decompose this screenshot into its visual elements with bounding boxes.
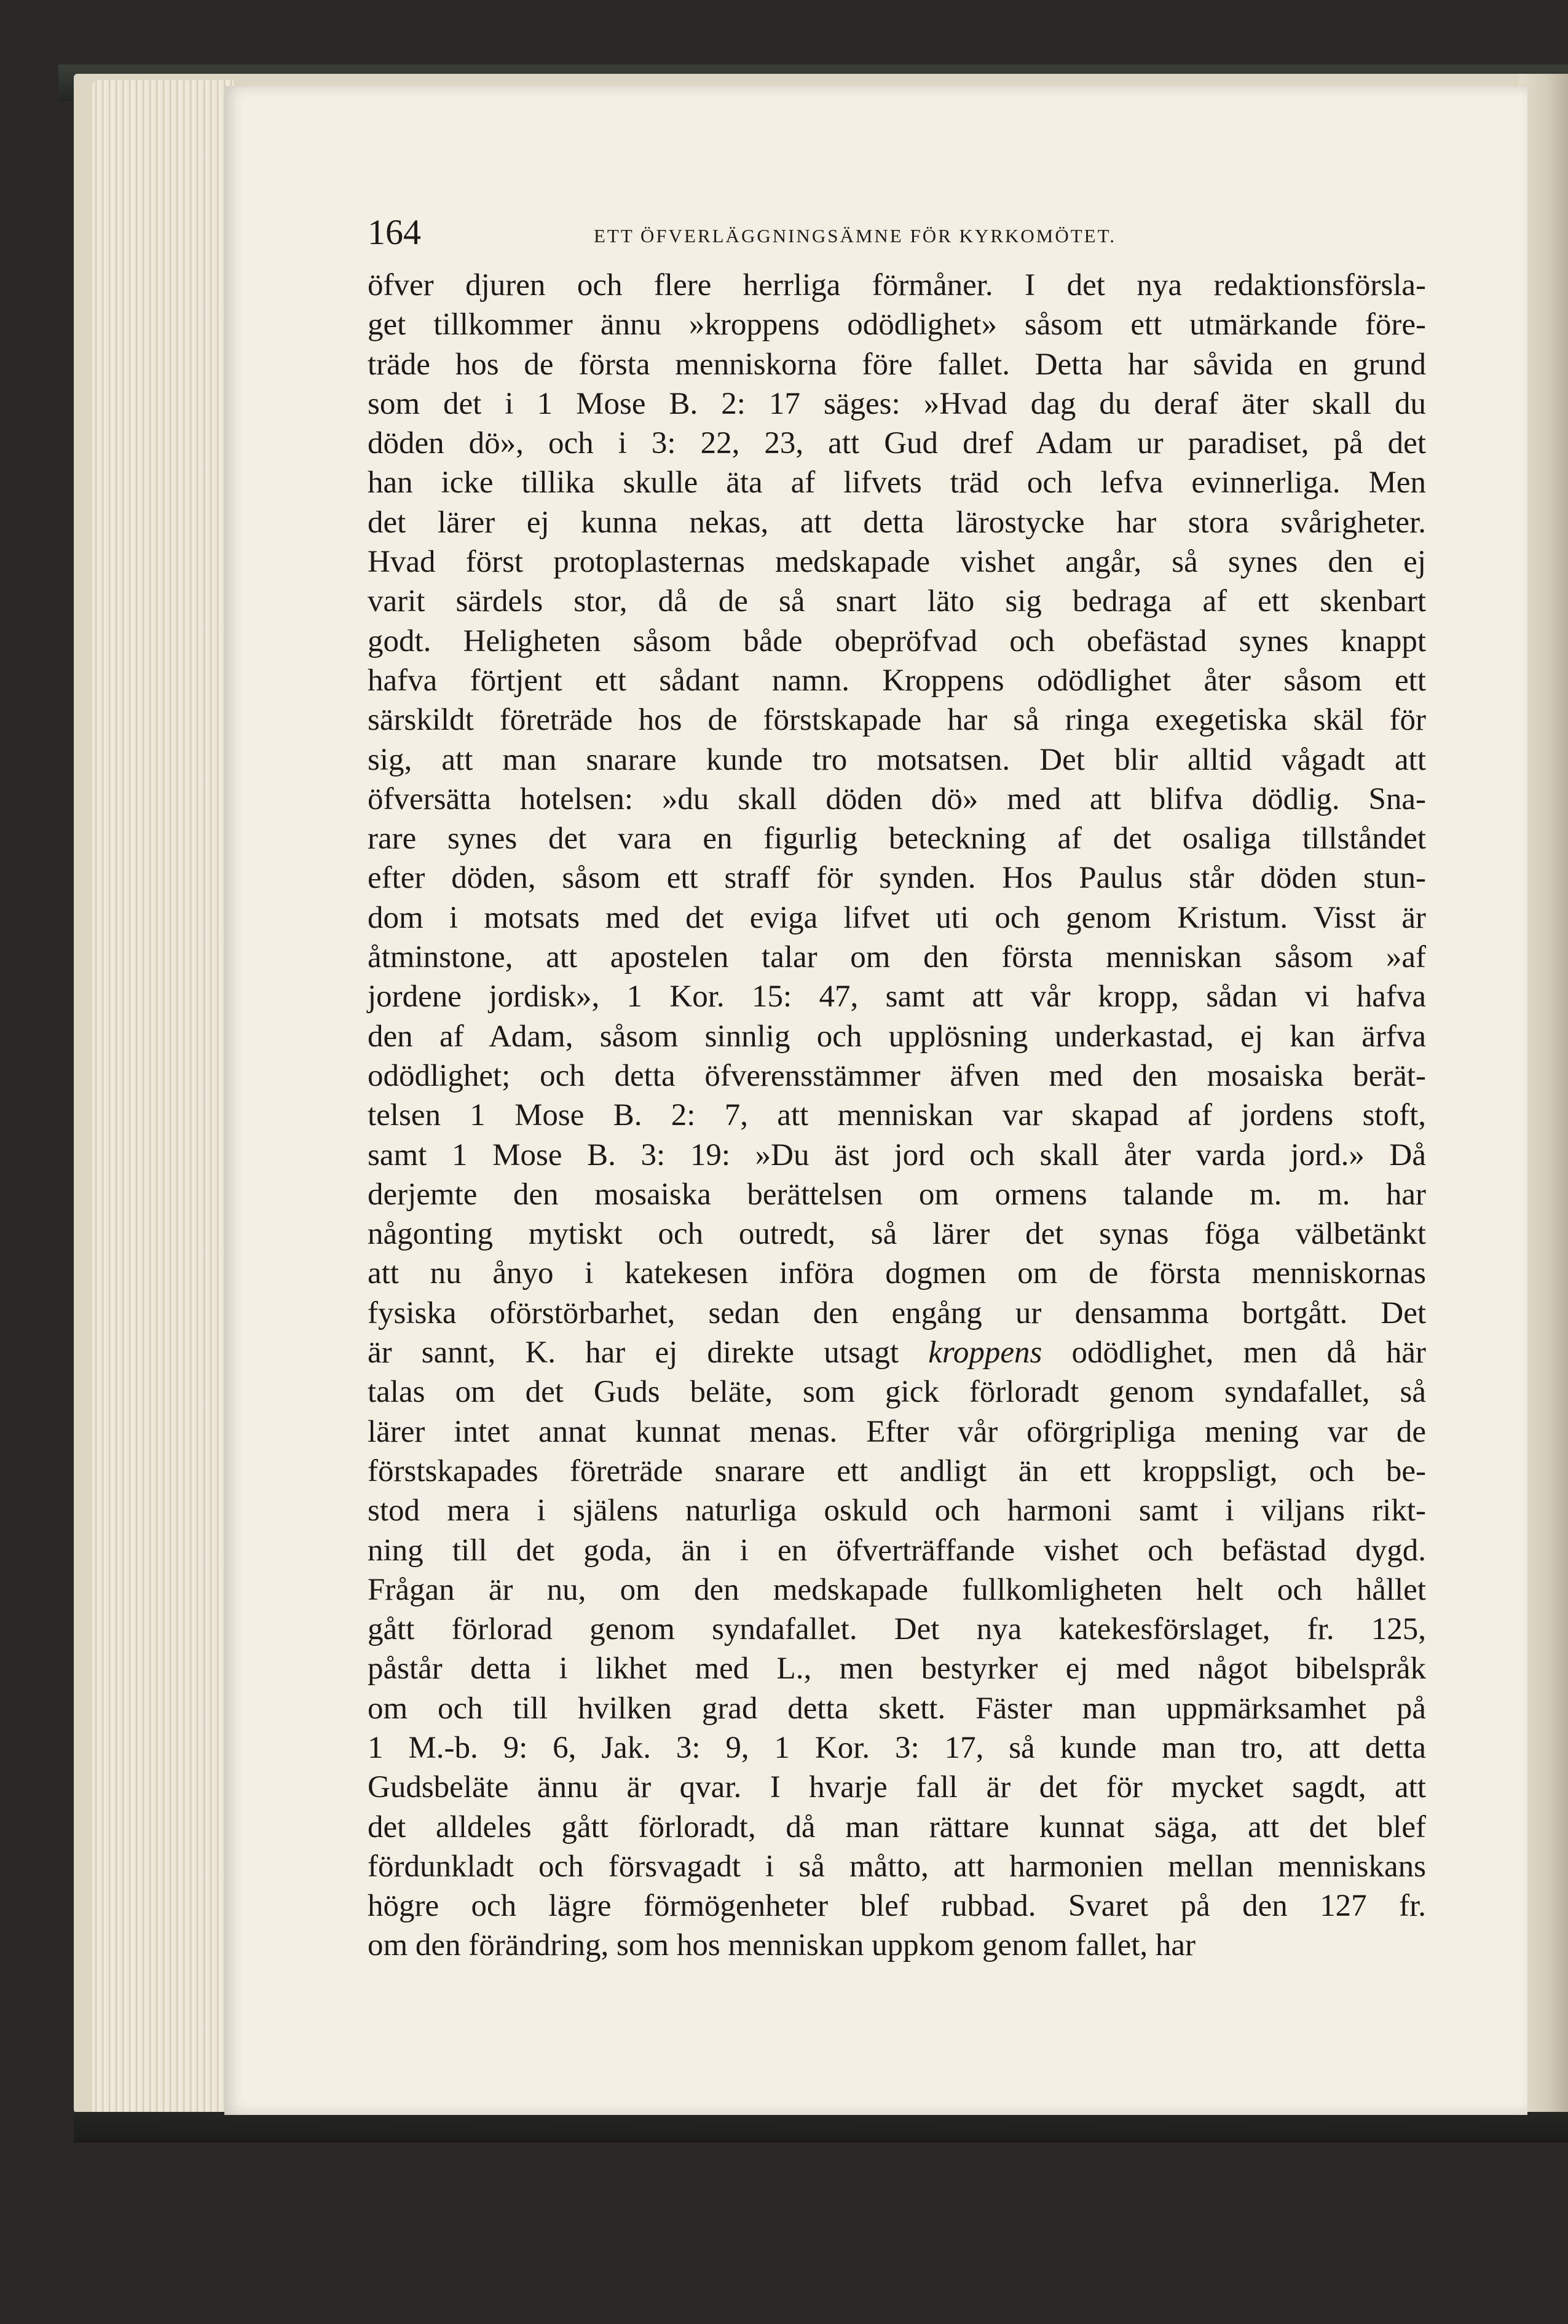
text-line: den af Adam, såsom sinnlig och upplösning underkastad, ej kan ärfva bbox=[368, 1019, 1426, 1054]
text-line: sig, att man snarare kunde tro motsatsen. Det blir alltid vågadt att bbox=[368, 742, 1426, 777]
text-line-end: odödlighet, men då här bbox=[1071, 1335, 1427, 1370]
text-line: varit särdels stor, då de så snart läto sig bedraga af ett skenbart bbox=[368, 584, 1426, 619]
italic-word: kroppens bbox=[928, 1335, 1042, 1370]
text-line: lärer intet annat kunnat menas. Efter vår oförgripliga mening var de bbox=[368, 1414, 1426, 1449]
text-line: döden dö», och i 3: 22, 23, att Gud dref Adam ur paradiset, på det bbox=[368, 426, 1426, 461]
text-line: öfver djuren och flere herrliga förmåner. I det nya redaktionsförsla- bbox=[368, 268, 1426, 302]
text-line: högre och lägre förmögenheter blef rubbad. Svaret på den 127 fr. bbox=[368, 1889, 1426, 1924]
text-line-start: är sannt, K. har ej direkte utsagt bbox=[368, 1335, 899, 1370]
text-line: Frågan är nu, om den medskapade fullkomligheten helt och hållet bbox=[368, 1572, 1426, 1607]
text-line: telsen 1 Mose B. 2: 7, att menniskan var skapad af jordens stoft, bbox=[368, 1098, 1426, 1133]
text-line: det alldeles gått förloradt, då man rättare kunnat säga, att det blef bbox=[368, 1809, 1426, 1844]
body-text bbox=[368, 266, 1426, 1966]
text-line: förstskapades företräde snarare ett andligt än ett kroppsligt, och be- bbox=[368, 1453, 1426, 1488]
text-line: han icke tillika skulle äta af lifvets träd och lefva evinnerliga. Men bbox=[368, 465, 1426, 500]
book-cover-bottom bbox=[74, 2112, 1568, 2143]
text-line: efter döden, såsom ett straff för synden. Hos Paulus står döden stun- bbox=[368, 861, 1426, 896]
text-line: särskildt företräde hos de förstskapade har så ringa exegetiska skäl för bbox=[368, 703, 1426, 738]
text-line: påstår detta i likhet med L., men bestyrker ej med något bibelspråk bbox=[368, 1651, 1426, 1686]
text-line: samt 1 Mose B. 3: 19: »Du äst jord och skall åter varda jord.» Då bbox=[368, 1137, 1426, 1172]
text-line: öfversätta hotelsen: »du skall döden dö» med att blifva dödlig. Sna- bbox=[368, 781, 1426, 816]
text-line: gått förlorad genom syndafallet. Det nya katekesförslaget, fr. 125, bbox=[368, 1612, 1426, 1647]
text-line: Hvad först protoplasternas medskapade vishet angår, så synes den ej bbox=[368, 545, 1426, 580]
text-line: fysiska oförstörbarhet, sedan den engång ur densamma bortgått. Det bbox=[368, 1295, 1426, 1330]
text-line: träde hos de första menniskorna före fallet. Detta har såvida en grund bbox=[368, 347, 1426, 382]
text-line: fördunkladt och försvagadt i så måtto, att harmonien mellan menniskans bbox=[368, 1849, 1426, 1884]
text-line: 1 M.-b. 9: 6, Jak. 3: 9, 1 Kor. 3: 17, så kunde man tro, att detta bbox=[368, 1730, 1426, 1765]
text-line: hafva förtjent ett sådant namn. Kroppens odödlighet åter såsom ett bbox=[368, 663, 1426, 698]
page-edges bbox=[92, 80, 234, 2115]
text-line: godt. Heligheten såsom både obepröfvad och obefästad synes knappt bbox=[368, 623, 1426, 658]
text-line: åtminstone, att apostelen talar om den första menniskan såsom »af bbox=[368, 940, 1426, 975]
running-title: ETT ÖFVERLÄGGNINGSÄMNE FÖR KYRKOMÖTET. bbox=[594, 225, 1116, 247]
text-line: get tillkommer ännu »kroppens odödlighet» såsom ett utmärkande före- bbox=[368, 307, 1426, 342]
text-line: dom i motsats med det eviga lifvet uti och genom Kristum. Visst är bbox=[368, 900, 1426, 935]
text-line: någonting mytiskt och outredt, så lärer det synas föga välbetänkt bbox=[368, 1217, 1426, 1252]
text-line bbox=[368, 1333, 1426, 1372]
page-header bbox=[368, 208, 1425, 257]
page-number: 164 bbox=[368, 212, 421, 252]
text-line: som det i 1 Mose B. 2: 17 säges: »Hvad dag du deraf äter skall du bbox=[368, 386, 1426, 421]
text-line: om den förändring, som hos menniskan uppkom genom fallet, har bbox=[368, 1928, 1196, 1963]
text-line: Gudsbeläte ännu är qvar. I hvarje fall är det för mycket sagdt, att bbox=[368, 1770, 1426, 1805]
text-line: talas om det Guds beläte, som gick förloradt genom syndafallet, så bbox=[368, 1375, 1426, 1410]
text-line: att nu ånyo i katekesen införa dogmen om de första menniskornas bbox=[368, 1256, 1426, 1291]
text-line: stod mera i själens naturliga oskuld och harmoni samt i viljans rikt- bbox=[368, 1493, 1426, 1528]
text-line: derjemte den mosaiska berättelsen om ormens talande m. m. har bbox=[368, 1177, 1426, 1212]
text-line: rare synes det vara en figurlig beteckning af det osaliga tillståndet bbox=[368, 821, 1426, 856]
text-line: jordene jordisk», 1 Kor. 15: 47, samt att vår kropp, sådan vi hafva bbox=[368, 979, 1426, 1014]
text-line: ning till det goda, än i en öfverträffande vishet och befästad dygd. bbox=[368, 1533, 1426, 1568]
text-line: odödlighet; och detta öfverensstämmer äfven med den mosaiska berät- bbox=[368, 1058, 1426, 1093]
text-line: det lärer ej kunna nekas, att detta lärostycke har stora svårigheter. bbox=[368, 505, 1426, 540]
text-line: om och till hvilken grad detta skett. Fäster man uppmärksamhet på bbox=[368, 1691, 1426, 1726]
